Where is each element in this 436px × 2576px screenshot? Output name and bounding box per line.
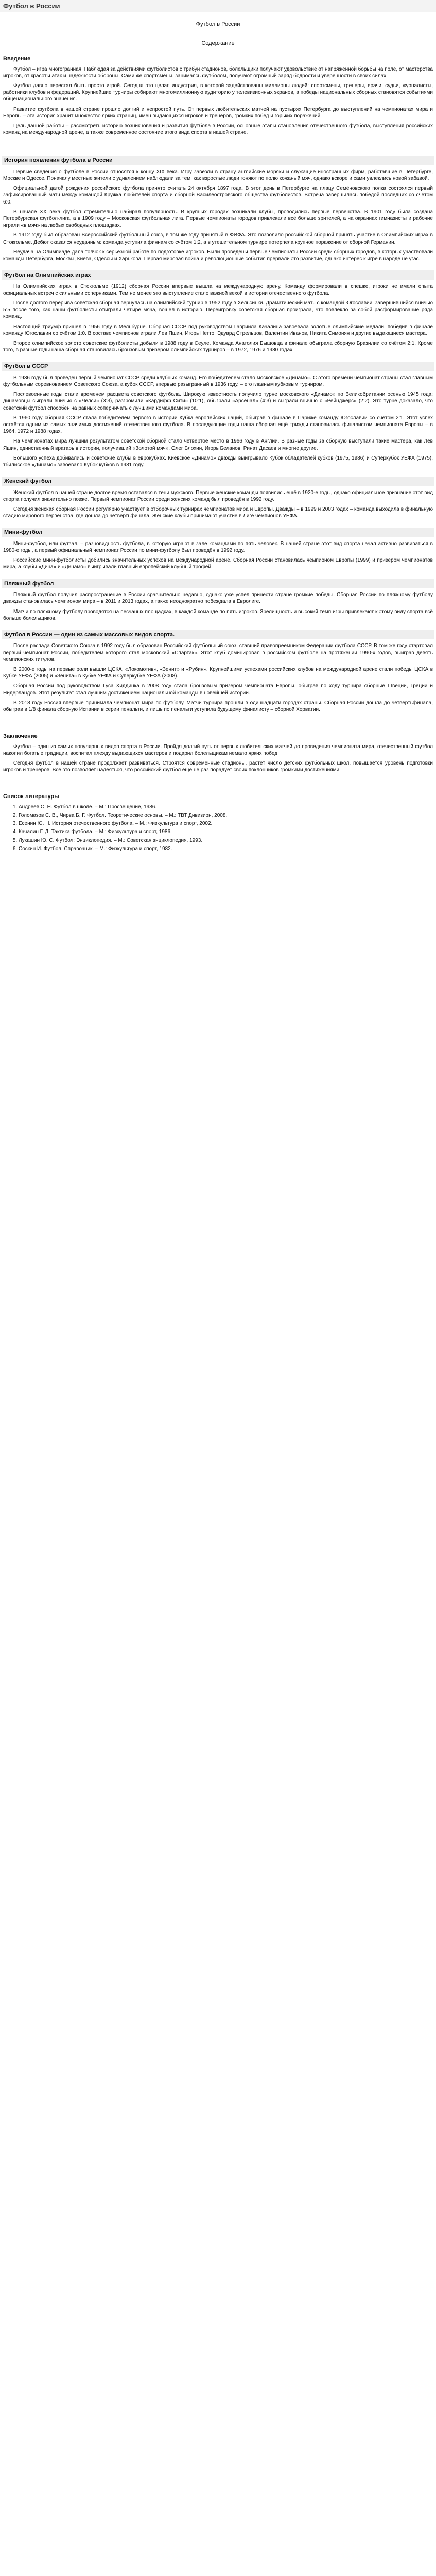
paragraph: Женский футбол в нашей стране долгое время оставался в тени мужского. Первые женские команды появились ещё в 1920-е годы, однако официальное признание этот вид спорта получил значительно позже. Первый чемпионат России среди женских команд был проведён в 1992 году. — [3, 489, 433, 502]
section-heading: История появления футбола в России — [2, 156, 434, 165]
section-heading: Футбол в России — один из самых массовых видов спорта. — [2, 630, 434, 640]
toc-label: Содержание — [201, 40, 235, 46]
reference-item: 5. Лукашин Ю. С. Футбол: Энциклопедия. – М.: Советская энциклопедия, 1993. — [19, 837, 433, 844]
paragraph: Второе олимпийское золото советские футболисты добыли в 1988 году в Сеуле. Команда Анатолия Бышовца в финале обыграла сборную Бразилии со счётом 2:1. Кроме того, в разные годы наша сборная становилась бронзовым призёром олимпийских турниров – в 1972, 1976 и 1980 годах. — [3, 340, 433, 353]
paragraph: Мини-футбол, или футзал, – разновидность футбола, в которую играют в зале командами по пять человек. В нашей стране этот вид спорта начал активно развиваться в 1980-е годы, а первый официальный чемпионат России по мини-футболу был проведён в 1992 году. — [3, 540, 433, 554]
paragraph: На Олимпийских играх в Стокгольме (1912) сборная России впервые вышла на международную арену. Команду формировали в спешке, игроки не имели опыта официальных встреч с сильными соперниками. Тем не менее это выступление стало важной вехой в истории отечественного футбола. — [3, 283, 433, 296]
paragraph: Футбол давно перестал быть просто игрой. Сегодня это целая индустрия, в которой задействованы миллионы людей: спортсмены, тренеры, врачи, судьи, журналисты, работники клубов и федераций. Крупнейшие турниры собирают многомиллионную аудиторию у телевизионных экранов, а победы национальных сборных становятся событиями общенационального значения. — [3, 83, 433, 103]
paragraph: После долгого перерыва советская сборная вернулась на олимпийский турнир в 1952 году в Хельсинки. Драматический матч с командой Югославии, завершившийся вничью 5:5 после того, как наши футболисты отыграли четыре мяча, вошёл в историю. Переигровку советская сборная проиграла, что повлекло за собой расформирование ряда команд. — [3, 300, 433, 320]
paragraph: В начале XX века футбол стремительно набирал популярность. В крупных городах возникали клубы, проводились первые первенства. В 1901 году была создана Петербургская футбол-лига, а в 1909 году – Московская футбольная лига. Первые чемпионаты городов привлекали всё больше зрителей, а на окраинах гимназисты и рабочие играли «в мяч» на любых свободных площадках. — [3, 209, 433, 229]
paragraph: На чемпионатах мира лучшим результатом советской сборной стало четвёртое место в 1966 году в Англии. В разные годы за сборную выступали такие мастера, как Лев Яшин, единственный вратарь в истории, получивший «Золотой мяч», Олег Блохин, Игорь Беланов, Ринат Дасаев и многие другие. — [3, 438, 433, 451]
section-modern — [3, 630, 433, 713]
paragraph: Футбол – игра многогранная. Наблюдая за действиями футболистов с трибун стадионов, болельщики получают удовольствие от напряжённой борьбы на поле, от мастерства игроков, от красоты атак и надёжности обороны. Сами же спортсмены, занимаясь футболом, получают огромный заряд бодрости и уверенности в своих силах. — [3, 66, 433, 79]
section-heading: Футбол в СССР — [2, 362, 434, 371]
paragraph: Большого успеха добивались и советские клубы в еврокубках. Киевское «Динамо» дважды выигрывало Кубок обладателей кубков (1975, 1986) и Суперкубок УЕФА (1975), тбилисское «Динамо» завоевало Кубок кубков в 1981 году. — [3, 455, 433, 468]
section-heading: Введение — [3, 56, 31, 62]
section-ussr — [3, 362, 433, 468]
section-women — [3, 477, 433, 519]
reference-item: 3. Есенин Ю. Н. История отечественного футбола. – М.: Физкультура и спорт, 2002. — [19, 820, 433, 827]
section-heading: Список литературы — [3, 793, 59, 800]
paragraph: Матчи по пляжному футболу проводятся на песчаных площадках, в каждой команде по пять игроков. Зрелищность и высокий темп игры привлекают к этому виду спорта всё больше болельщиков. — [3, 608, 433, 621]
section-heading: Футбол на Олимпийских играх — [2, 270, 434, 280]
paragraph: В 1936 году был проведён первый чемпионат СССР среди клубных команд. Его победителем стало московское «Динамо». С этого времени чемпионат страны стал главным футбольным соревнованием Советского Союза, а кубок СССР, впервые разыгранный в 1936 году, – его главным кубковым турниром. — [3, 375, 433, 388]
paragraph: Послевоенные годы стали временем расцвета советского футбола. Широкую известность получило турне московского «Динамо» по Великобритании осенью 1945 года: динамовцы сыграли вничью с «Челси» (3:3), разгромили «Кардифф Сити» (10:1), обыграли «Арсенал» (4:3) и сыграли вничью с «Рейнджерс» (2:2). Это турне доказало, что советский футбол способен на равных соперничать с лучшими командами мира. — [3, 392, 433, 411]
section-olympics — [3, 270, 433, 353]
section-beach — [3, 579, 433, 622]
paragraph: Сегодня футбол в нашей стране продолжает развиваться. Строятся современные стадионы, растёт число детских футбольных школ, повышается уровень подготовки игроков и тренеров. Всё это позволяет надеяться, что российский футбол ещё не раз порадует своих поклонников громкими достижениями. — [3, 760, 433, 773]
paragraph: Футбол – один из самых популярных видов спорта в России. Пройдя долгий путь от первых любительских матчей до проведения чемпионата мира, отечественный футбол накопил богатые традиции, воспитал плеяду выдающихся мастеров и подарил болельщикам немало ярких побед. — [3, 743, 433, 756]
paragraph: Сегодня женская сборная России регулярно участвует в отборочных турнирах чемпионатов мира и Европы. Дважды – в 1999 и 2003 годах – команда выходила в финальную стадию мирового первенства, где дошла до четвертьфинала. Женские клубы принимают участие в Лиге чемпионов УЕФА. — [3, 506, 433, 519]
cover-title: Футбол в России — [196, 21, 240, 28]
paragraph: Неудача на Олимпиаде дала толчок к серьёзной работе по подготовке игроков. Были проведены первые чемпионаты России среди сборных городов, в которых участвовали команды Петербурга, Москвы, Киева, Одессы и Харькова. Первая мировая война и революционные события прервали это развитие, однако интерес к игре в народе не угас. — [3, 249, 433, 262]
section-minifootball — [3, 528, 433, 570]
reference-item: 6. Соскин И. Футбол. Справочник. – М.: Физкультура и спорт, 1982. — [19, 845, 433, 852]
document-page — [0, 0, 436, 852]
reference-item: 2. Голомазов С. В., Чирва Б. Г. Футбол. Теоретические основы. – М.: ТВТ Дивизион, 2008. — [19, 812, 433, 819]
reference-list — [3, 804, 433, 852]
section-intro — [3, 55, 433, 136]
paragraph: В 1960 году сборная СССР стала победителем первого в истории Кубка европейских наций, обыграв в финале в Париже команду Югославии со счётом 2:1. Этот успех остаётся одним из самых значимых достижений отечественного футбола. В последующие годы наша сборная ещё трижды становилась финалистом чемпионата Европы – в 1964, 1972 и 1988 годах. — [3, 415, 433, 435]
reference-item: 1. Андреев С. Н. Футбол в школе. – М.: Просвещение, 1986. — [19, 804, 433, 810]
section-references — [3, 793, 433, 852]
paragraph: Настоящий триумф пришёл в 1956 году в Мельбурне. Сборная СССР под руководством Гавриила Качалина завоевала золотые олимпийские медали, победив в финале команду Югославии со счётом 1:0. В составе чемпионов играли Лев Яшин, Игорь Нетто, Эдуард Стрельцов, Валентин Иванов, Никита Симонян и другие выдающиеся мастера. — [3, 324, 433, 336]
section-heading: Пляжный футбол — [2, 579, 434, 589]
section-heading: Женский футбол — [2, 477, 434, 486]
paragraph: Первые сведения о футболе в России относятся к концу XIX века. Игру завезли в страну английские моряки и служащие иностранных фирм, работавшие в Петербурге, Москве и Одессе. Поначалу местные жители с удивлением наблюдали за тем, как взрослые люди гоняют по полю кожаный мяч, однако вскоре и сами увлеклись новой забавой. — [3, 168, 433, 182]
reference-item: 4. Качалин Г. Д. Тактика футбола. – М.: Физкультура и спорт, 1986. — [19, 828, 433, 835]
paragraph: Сборная России под руководством Гуса Хиддинка в 2008 году стала бронзовым призёром чемпионата Европы, обыграв по ходу турнира сборные Швеции, Греции и Нидерландов. Этот результат стал лучшим достижением национальной команды в новейшей истории. — [3, 683, 433, 696]
section-heading: Заключение — [3, 733, 38, 740]
paragraph: Официальной датой рождения российского футбола принято считать 24 октября 1897 года. В этот день в Петербурге на плацу Семёновского полка состоялся первый зафиксированный матч между командой Кружка любителей спорта и сборной Василеостровского общества футболистов. Встреча завершилась победой последних со счётом 6:0. — [3, 185, 433, 205]
paragraph: В 1912 году был образован Всероссийский футбольный союз, в том же году принятый в ФИФА. Это позволило российской сборной принять участие в Олимпийских играх в Стокгольме. Дебют оказался неудачным: команда уступила финнам со счётом 1:2, а в утешительном турнире потерпела крупное поражение от сборной Германии. — [3, 232, 433, 245]
paragraph: После распада Советского Союза в 1992 году был образован Российский футбольный союз, ставший правопреемником Федерации футбола СССР. В том же году стартовал первый чемпионат России, победителем которого стал московский «Спартак». Этот клуб доминировал в российском футболе на протяжении 1990-х годов, выиграв девять чемпионских титулов. — [3, 643, 433, 663]
document-title: Футбол в России — [0, 0, 436, 12]
section-conclusion — [3, 733, 433, 773]
paragraph: В 2000-е годы на первые роли вышли ЦСКА, «Локомотив», «Зенит» и «Рубин». Крупнейшими успехами российских клубов на международной арене стали победы ЦСКА в Кубке УЕФА (2005) и «Зенита» в Кубке УЕФА и Суперкубке УЕФА (2008). — [3, 667, 433, 680]
paragraph: Развитие футбола в нашей стране прошло долгий и непростой путь. От первых любительских матчей на пустырях Петербурга до выступлений на чемпионатах мира и Европы – эта история хранит множество ярких страниц, имён выдающихся игроков и тренеров, громких побед и горьких поражений. — [3, 106, 433, 119]
section-history — [3, 156, 433, 262]
paragraph: В 2018 году Россия впервые принимала чемпионат мира по футболу. Матчи турнира прошли в одиннадцати городах страны. Сборная России дошла до четвертьфинала, обыграв в 1/8 финала сборную Испании в серии пенальти, и лишь по пенальти уступила будущему финалисту – сборной Хорватии. — [3, 700, 433, 713]
paragraph: Пляжный футбол получил распространение в России сравнительно недавно, однако уже успел принести стране громкие победы. Сборная России по пляжному футболу дважды становилась чемпионом мира – в 2011 и 2013 годах, а также неоднократно побеждала в Евролиге. — [3, 592, 433, 605]
section-heading: Мини-футбол — [2, 528, 434, 537]
paragraph: Российские мини-футболисты добились значительных успехов на международной арене. Сборная России становилась чемпионом Европы (1999) и призёром чемпионатов мира, а клубы «Дина» и «Динамо» выигрывали главный европейский клубный трофей. — [3, 557, 433, 570]
paragraph: Цель данной работы – рассмотреть историю возникновения и развития футбола в России, основные этапы становления отечественного футбола, выступления российских команд на международной арене, а также современное состояние этого вида спорта в нашей стране. — [3, 123, 433, 136]
